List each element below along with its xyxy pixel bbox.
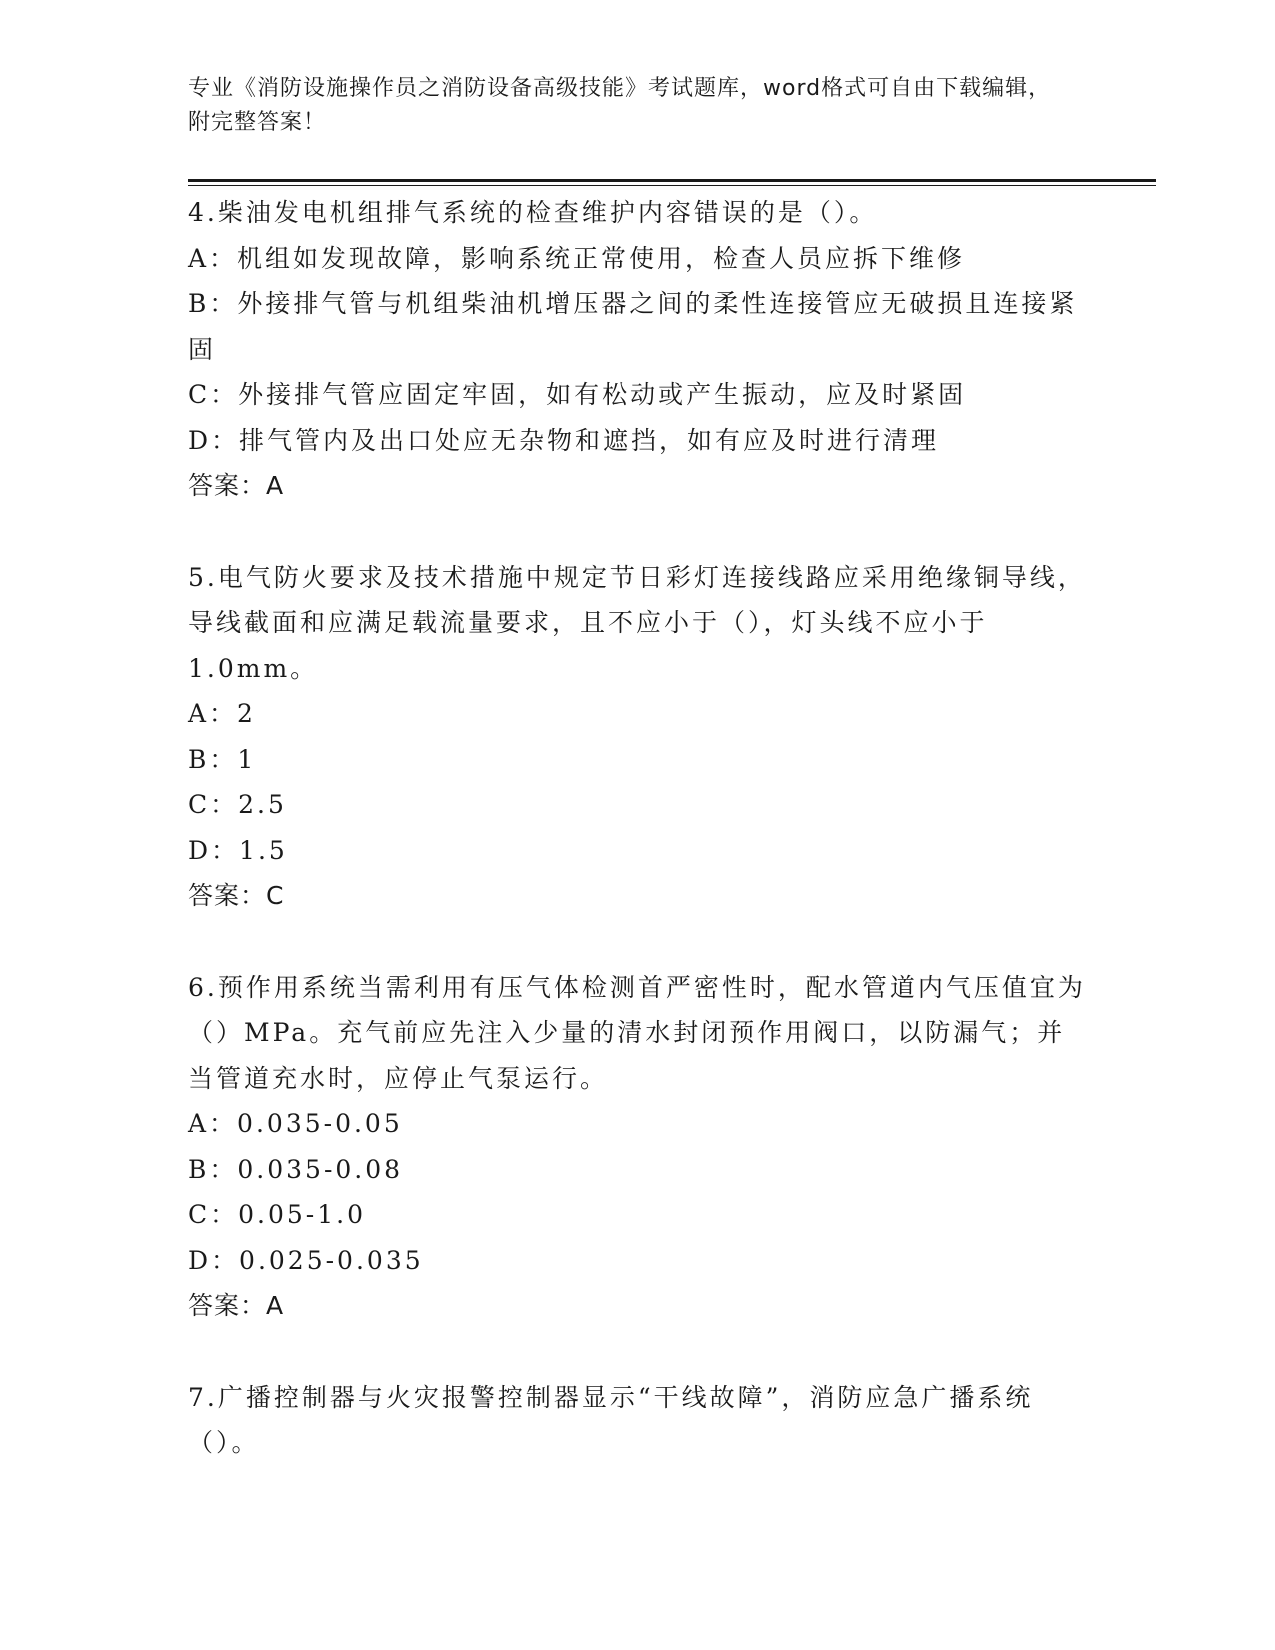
header-divider-thick bbox=[188, 179, 1156, 182]
answer-line: 答案：A bbox=[188, 471, 285, 500]
option-d: D：排气管内及出口处应无杂物和遮挡，如有应及时进行清理 bbox=[188, 425, 940, 455]
header-divider-thin bbox=[188, 185, 1156, 186]
question-6 bbox=[188, 965, 1088, 1329]
option-a: A：2 bbox=[188, 699, 256, 728]
question-stem: 6.预作用系统当需利用有压气体检测首严密性时，配水管道内气压值宜为（）MPa。充气前应先注入少量的清水封闭预作用阀口，以防漏气；并当管道充水时，应停止气泵运行。 bbox=[188, 972, 1086, 1093]
document-header: 专业《消防设施操作员之消防设备高级技能》考试题库，word格式可自由下载编辑，附完整答案！ bbox=[188, 76, 1052, 135]
question-stem: 4.柴油发电机组排气系统的检查维护内容错误的是（）。 bbox=[188, 198, 878, 227]
option-c: C：2.5 bbox=[188, 790, 287, 819]
answer-line: 答案：A bbox=[188, 1291, 285, 1320]
option-b: B：外接排气管与机组柴油机增压器之间的柔性连接管应无破损且连接紧固 bbox=[188, 289, 1078, 364]
question-7 bbox=[188, 1375, 1088, 1466]
question-stem: 5.电气防火要求及技术措施中规定节日彩灯连接线路应采用绝缘铜导线，导线截面和应满足载流量要求，且不应小于（），灯头线不应小于1.0mm。 bbox=[188, 562, 1086, 683]
question-list bbox=[188, 190, 1088, 1512]
question-stem: 7.广播控制器与火灾报警控制器显示“干线故障”，消防应急广播系统（）。 bbox=[188, 1382, 1034, 1457]
option-b: B：0.035-0.08 bbox=[188, 1154, 404, 1184]
question-5 bbox=[188, 555, 1088, 919]
option-b: B：1 bbox=[188, 744, 257, 774]
option-d: D：1.5 bbox=[188, 835, 288, 865]
question-4 bbox=[188, 190, 1088, 509]
option-a: A：机组如发现故障，影响系统正常使用，检查人员应拆下维修 bbox=[188, 243, 966, 273]
option-c: C：外接排气管应固定牢固，如有松动或产生振动，应及时紧固 bbox=[188, 380, 967, 409]
option-a: A：0.035-0.05 bbox=[188, 1109, 403, 1138]
option-c: C：0.05-1.0 bbox=[188, 1200, 366, 1229]
answer-line: 答案：C bbox=[188, 881, 285, 910]
option-d: D：0.025-0.035 bbox=[188, 1245, 424, 1275]
